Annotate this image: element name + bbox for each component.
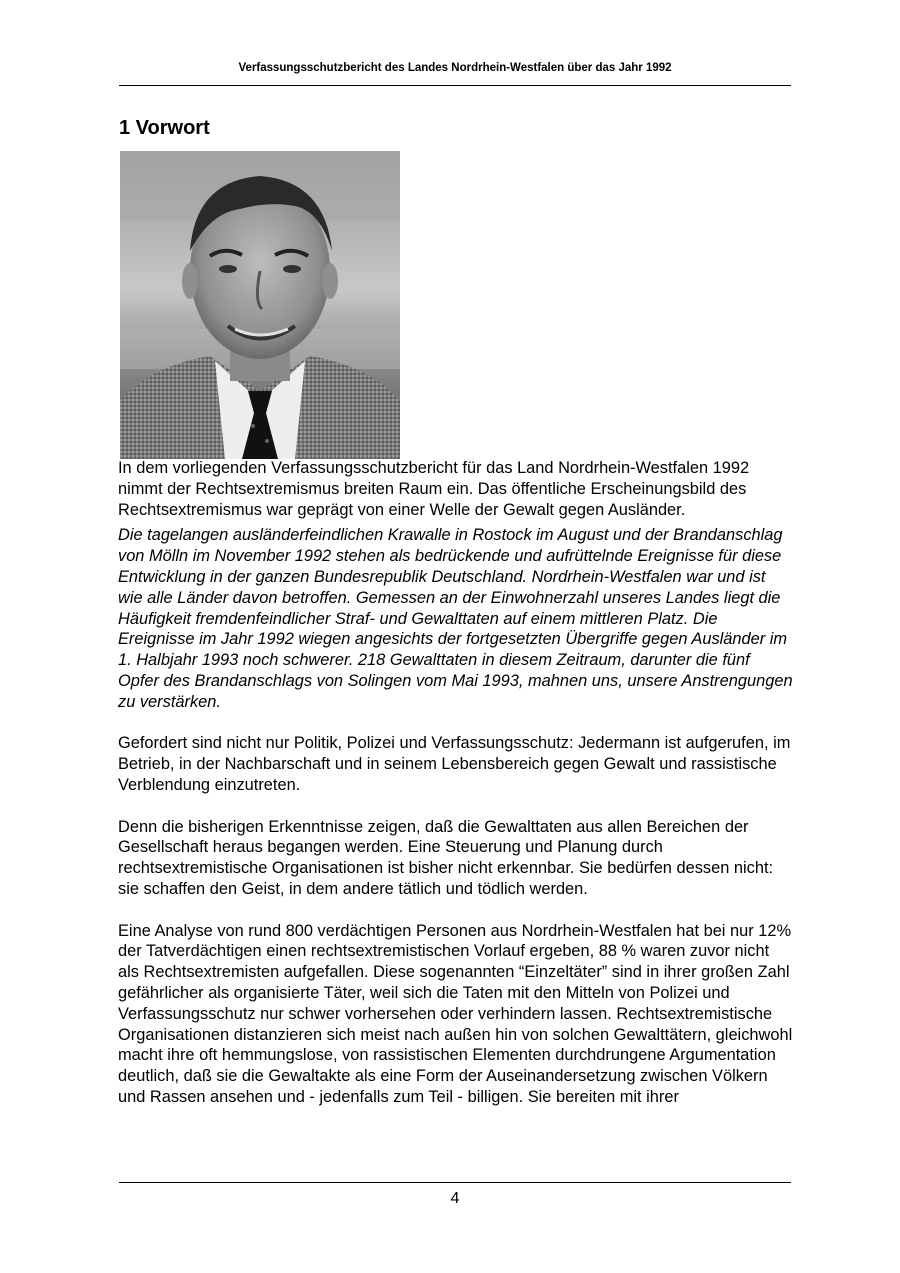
paragraph: Denn die bisherigen Erkenntnisse zeigen, daß die Gewalttaten aus allen Bereichen der Gesellschaft heraus begangen werden. Eine Steuerung und Planung durch rechtsextremistische Organisationen ist bisher nicht erkennbar. Sie bedürfen dessen nicht: sie schaffen den Geist, in dem andere tätlich und tödlich werden.: [118, 817, 774, 898]
portrait-photo-icon: [120, 151, 400, 459]
running-header: Verfassungsschutzbericht des Landes Nordrhein-Westfalen über das Jahr 1992: [238, 62, 672, 74]
paragraph-intro: In dem vorliegenden Verfassungsschutzbericht für das Land Nordrhein-Westfalen 1992 nimmt der Rechtsextremismus breiten Raum ein. Das öffentliche Erscheinungsbild des Rechtsextremismus war geprägt von einer Welle der Gewalt gegen Ausländer.: [118, 459, 750, 519]
body-text: [118, 458, 794, 1129]
paragraph: Eine Analyse von rund 800 verdächtigen Personen aus Nordrhein-Westfalen hat bei nur 12% der Tatverdächtigen einen rechtsextremistischen Vorlauf ergeben, 88 % waren zuvor nicht als Rechtsextremisten aufgefallen. Diese sogenannten “Einzeltäter” sind in ihrer großen Zahl gefährlicher als organisierte Täter, weil sich die Taten mit den Mitteln von Polizei und Verfassungsschutz nur schwer vorhersehen oder verhindern lassen. Rechtsextremistische Organisationen distanzieren sich meist nach außen hin von solchen Gewalttätern, gleichwohl macht ihre oft hemmungslose, von rassistischen Elementen durchdrungene Argumentation deutlich, daß sie die Gewaltakte als eine Form der Auseinandersetzung zwischen Völkern und Rassen ansehen und - jedenfalls zum Teil - billigen. Sie bereiten mit ihrer: [118, 921, 793, 1106]
footer-rule: [119, 1182, 791, 1183]
header-rule: [119, 85, 791, 86]
paragraph: Gefordert sind nicht nur Politik, Polizei und Verfassungsschutz: Jedermann ist aufgerufen, im Betrieb, in der Nachbarschaft und in seinem Lebensbereich gegen Gewalt und rassistische Verblendung einzutreten.: [118, 734, 791, 794]
page-number: 4: [450, 1190, 460, 1207]
section-title: 1 Vorwort: [119, 117, 210, 139]
paragraph-italic: Die tagelangen ausländerfeindlichen Krawalle in Rostock im August und der Brandanschlag von Mölln im November 1992 stehen als bedrückende und aufrüttelnde Ereignisse für diese Entwicklung in der ganzen Bundesrepublik Deutschland. Nordrhein-Westfalen war und ist wie alle Länder davon betroffen. Gemessen an der Einwohnerzahl unseres Landes liegt die Häufigkeit fremdenfeindlicher Straf- und Gewalttaten auf einem mittleren Platz. Die Ereignisse im Jahr 1992 wiegen angesichts der fortgesetzten Übergriffe gegen Ausländer im 1. Halbjahr 1993 noch schwerer. 218 Gewalttaten in diesem Zeitraum, darunter die fünf Opfer des Brandanschlags von Solingen vom Mai 1993, mahnen uns, unsere Anstrengungen zu verstärken.: [118, 526, 793, 711]
